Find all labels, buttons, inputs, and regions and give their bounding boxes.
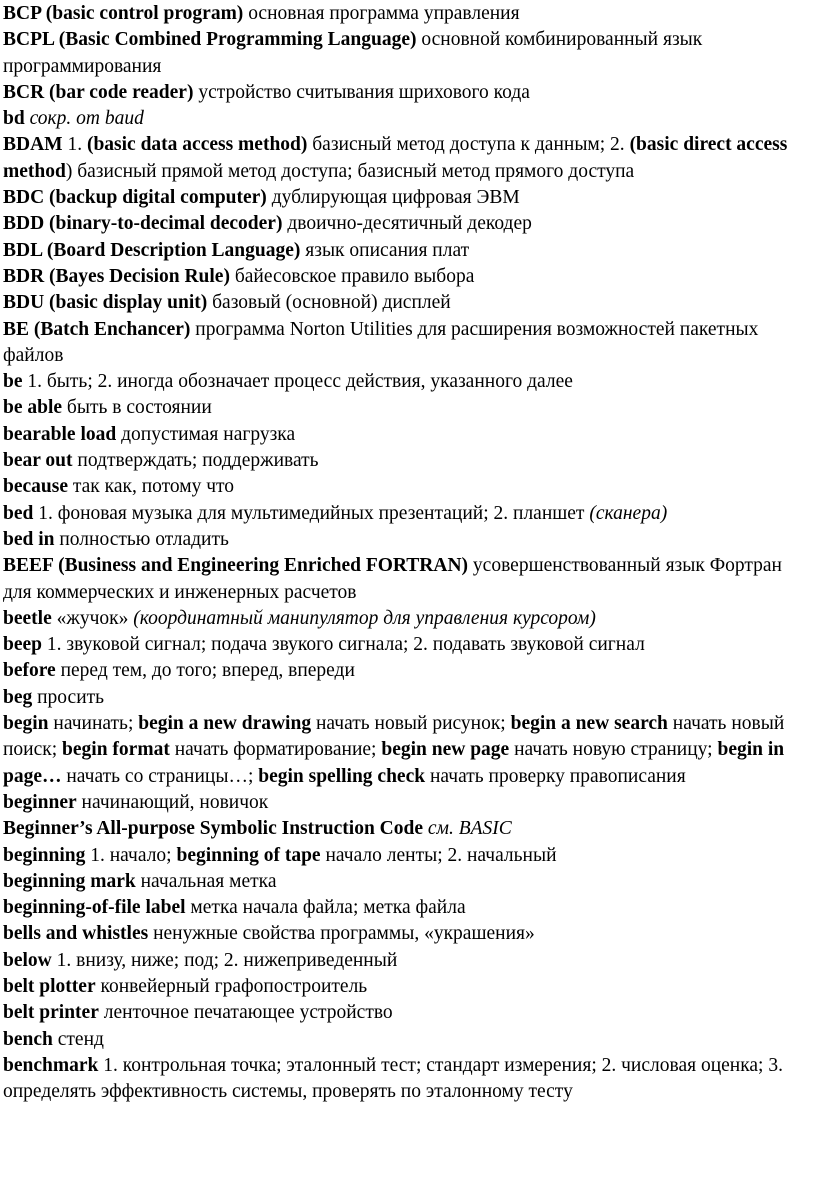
- entry-term: BCR (bar code reader): [3, 81, 194, 103]
- entry-text: двоично-десятичный декодер: [282, 213, 532, 235]
- entry-term: bed: [3, 502, 34, 524]
- entry-text: начало ленты; 2. начальный: [320, 844, 557, 866]
- entry-term: bench: [3, 1028, 53, 1050]
- entry-term: BEEF (Business and Engineering Enriched FORTRAN): [3, 555, 469, 577]
- dictionary-entry: [3, 80, 810, 106]
- entry-term: beginning: [3, 844, 86, 866]
- entry-term: beginning of tape: [176, 844, 321, 866]
- dictionary-entry: [3, 369, 810, 395]
- entry-term: bed in: [3, 528, 55, 550]
- entry-term: (basic data access method): [86, 134, 308, 156]
- dictionary-entry: [3, 317, 810, 370]
- dictionary-entry: [3, 843, 810, 869]
- entry-text: устройство считывания шрихового кода: [193, 81, 530, 103]
- entry-text: начать новый поиск;: [3, 713, 785, 761]
- entry-text: 1. начало;: [85, 844, 177, 866]
- dictionary-entry: [3, 211, 810, 237]
- entry-note: см. BASIC: [427, 818, 512, 840]
- dictionary-entry: [3, 790, 810, 816]
- dictionary-entry: [3, 685, 810, 711]
- entry-text: 1. фоновая музыка для мультимедийных презентаций; 2. планшет: [33, 502, 590, 524]
- dictionary-entry: [3, 869, 810, 895]
- entry-text: 1. контрольная точка; эталонный тест; стандарт измерения; 2. числовая оценка; 3. определять эффективность системы, проверять по эталонному тесту: [3, 1054, 783, 1103]
- entry-term: begin a new drawing: [138, 713, 312, 735]
- entry-note: (сканера): [589, 502, 668, 524]
- entry-text: быть в состоянии: [62, 397, 212, 419]
- entry-text: базовый (основной) дисплей: [207, 292, 451, 314]
- entry-term: beginning mark: [3, 870, 136, 892]
- dictionary-entry: [3, 185, 810, 211]
- entry-term: BDL (Board Description Language): [3, 239, 301, 261]
- dictionary-entry: [3, 632, 810, 658]
- entry-text: ленточное печатающее устройство: [98, 1002, 393, 1024]
- dictionary-entry: [3, 264, 810, 290]
- entry-term: BCPL (Basic Combined Programming Language): [3, 29, 417, 51]
- entry-text: язык описания плат: [300, 239, 470, 261]
- dictionary-entry: [3, 974, 810, 1000]
- entry-term: beginner: [3, 791, 77, 813]
- entry-term: belt printer: [3, 1002, 99, 1024]
- dictionary-entry: [3, 422, 810, 448]
- dictionary-entry: [3, 606, 810, 632]
- entry-text: допустимая нагрузка: [116, 423, 296, 445]
- entry-text: стенд: [52, 1028, 104, 1050]
- entry-term: BDD (binary-to-decimal decoder): [3, 213, 283, 235]
- entry-term: beg: [3, 686, 33, 708]
- entry-term: belt plotter: [3, 975, 96, 997]
- entry-term: begin new page: [381, 739, 510, 761]
- entry-term: Beginner’s All-purpose Symbolic Instruction Code: [3, 818, 423, 840]
- entry-text: конвейерный графопостроитель: [95, 975, 368, 997]
- dictionary-entry: [3, 1, 810, 27]
- entry-term: be: [3, 371, 23, 393]
- entry-term: be able: [3, 397, 63, 419]
- entry-text: начать со страницы…;: [61, 765, 259, 787]
- dictionary-entry: [3, 711, 810, 790]
- entry-text: базисный метод доступа к данным; 2.: [307, 134, 630, 156]
- entry-text: 1.: [62, 134, 87, 156]
- entry-term: BE (Batch Enchancer): [3, 318, 191, 340]
- entry-note: сокр. от baud: [29, 108, 144, 130]
- entry-text: основной комбинированный язык программирования: [3, 29, 703, 77]
- entry-text: полностью отладить: [54, 528, 229, 550]
- dictionary-entry: [3, 895, 810, 921]
- entry-term: (basic direct access method: [3, 134, 788, 182]
- entry-term: before: [3, 660, 56, 682]
- entry-term: BDC (backup digital computer): [3, 187, 267, 209]
- entry-text: начать проверку правописания: [425, 765, 686, 787]
- entry-text: программа Norton Utilities для расширения возможностей пакетных файлов: [3, 318, 759, 366]
- entry-text: перед тем, до того; вперед, впереди: [55, 660, 355, 682]
- entry-term: begin a new search: [510, 713, 668, 735]
- entry-note: (координатный манипулятор для управления курсором): [133, 607, 596, 629]
- entry-term: beetle: [3, 607, 52, 629]
- entry-term: BCP (basic control program): [3, 3, 244, 24]
- entry-text: начальная метка: [135, 870, 277, 892]
- entry-text: начинать;: [48, 713, 139, 735]
- entry-text: просить: [32, 686, 105, 708]
- entry-text: ) базисный прямой метод доступа; базисный метод прямого доступа: [65, 160, 635, 182]
- entry-term: begin in page…: [3, 739, 785, 787]
- entry-text: 1. внизу, ниже; под; 2. нижеприведенный: [51, 949, 398, 971]
- entry-term: bear out: [3, 450, 73, 472]
- entry-text: 1. звуковой сигнал; подача звукого сигнала; 2. подавать звуковой сигнал: [42, 634, 645, 656]
- dictionary-entry: [3, 474, 810, 500]
- dictionary-entry: [3, 395, 810, 421]
- dictionary-entry: [3, 448, 810, 474]
- dictionary-entry: [3, 816, 810, 842]
- dictionary-entry: [3, 658, 810, 684]
- entry-text: «жучок»: [51, 607, 134, 629]
- dictionary-entry: [3, 1000, 810, 1026]
- entry-term: BDU (basic display unit): [3, 292, 208, 314]
- entry-term: bells and whistles: [3, 923, 149, 945]
- dictionary-entry: [3, 238, 810, 264]
- entry-term: BDAM: [3, 134, 63, 156]
- dictionary-entry: [3, 921, 810, 947]
- entry-text: основная программа управления: [243, 3, 520, 24]
- dictionary-entry: [3, 290, 810, 316]
- entry-text: усовершенствованный язык Фортран для коммерческих и инженерных расчетов: [3, 555, 782, 603]
- dictionary-entry: [3, 527, 810, 553]
- entry-term: begin: [3, 713, 49, 735]
- entry-term: beginning-of-file label: [3, 897, 186, 919]
- dictionary-entry: [3, 1027, 810, 1053]
- dictionary-entry: [3, 132, 810, 185]
- dictionary-entry: [3, 948, 810, 974]
- entry-text: 1. быть; 2. иногда обозначает процесс действия, указанного далее: [22, 371, 573, 393]
- entry-text: подтверждать; поддерживать: [72, 450, 319, 472]
- entry-term: below: [3, 949, 52, 971]
- dictionary-entry: [3, 1053, 810, 1106]
- dictionary-entry: [3, 27, 810, 80]
- entry-term: bearable load: [3, 423, 117, 445]
- entry-term: bd: [3, 108, 25, 130]
- entry-text: дублирующая цифровая ЭВМ: [266, 187, 520, 209]
- entry-text: начать новый рисунок;: [311, 713, 511, 735]
- dictionary-entry: [3, 106, 810, 132]
- entry-text: метка начала файла; метка файла: [185, 897, 466, 919]
- dictionary-entry: [3, 501, 810, 527]
- entry-text: так как, потому что: [68, 476, 235, 498]
- entry-term: because: [3, 476, 68, 498]
- entry-term: beep: [3, 634, 42, 656]
- dictionary-entry: [3, 553, 810, 606]
- entry-text: начать форматирование;: [169, 739, 382, 761]
- entry-text: байесовское правило выбора: [229, 265, 475, 287]
- entry-term: begin format: [62, 739, 170, 761]
- entry-text: ненужные свойства программы, «украшения»: [148, 923, 535, 945]
- entry-term: BDR (Bayes Decision Rule): [3, 265, 230, 287]
- entry-term: benchmark: [3, 1054, 99, 1076]
- entry-text: начинающий, новичок: [76, 791, 269, 813]
- entry-term: begin spelling check: [258, 765, 426, 787]
- entry-text: начать новую страницу;: [509, 739, 718, 761]
